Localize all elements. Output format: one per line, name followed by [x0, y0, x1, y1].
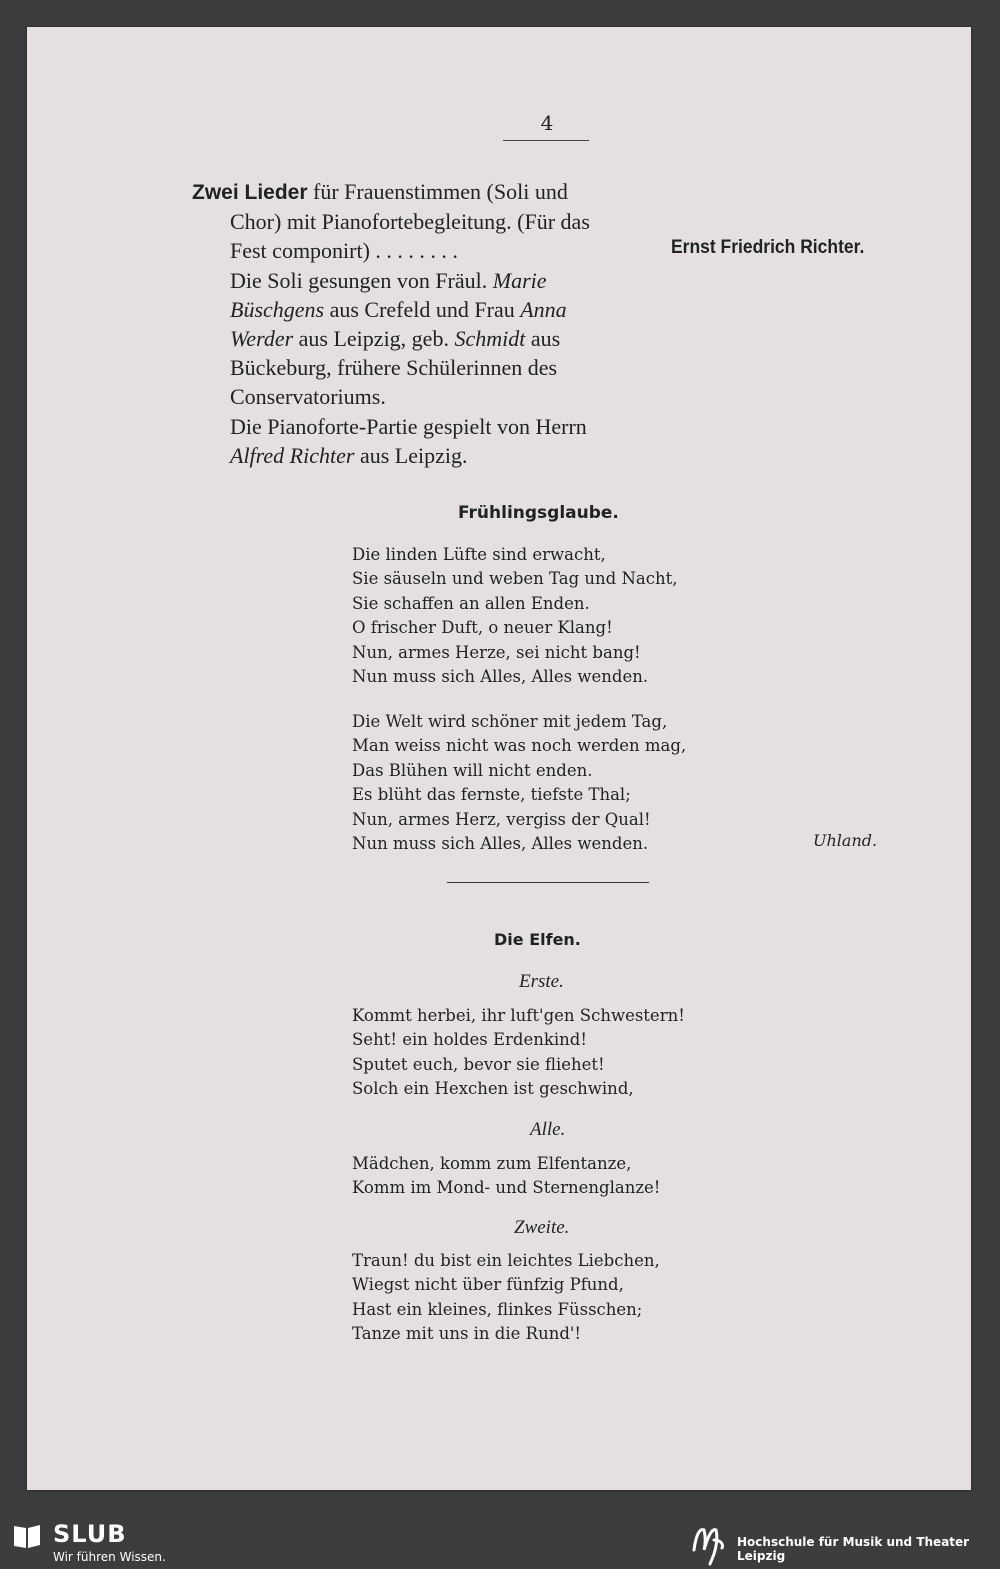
poem-line: Sputet euch, bevor sie fliehet! — [352, 1054, 605, 1074]
footer-bar — [0, 1518, 1000, 1569]
poem-author: Uhland. — [813, 831, 878, 850]
poem-line: Traun! du bist ein leichtes Liebchen, — [352, 1251, 660, 1270]
section-divider — [447, 882, 649, 883]
poem-line: Nun, armes Herze, sei nicht bang! — [352, 642, 641, 662]
poem1-stanza2 — [352, 710, 686, 856]
voice-label-alle: Alle. — [530, 1119, 566, 1140]
soli-note: Die Soli gesungen von Fräul. Marie Büschgens aus Crefeld und Frau Anna Werder aus Leipzig, geb. Schmidt aus Bückeburg, frühere Schülerinnen des Conservatoriums. — [230, 267, 567, 410]
poem2-stanza2 — [352, 1152, 660, 1201]
poem2-stanza1 — [352, 1004, 685, 1102]
page-number-rule — [503, 140, 589, 141]
poem-line: Sie schaffen an allen Enden. — [352, 593, 590, 613]
slub-logo-icon[interactable] — [12, 1522, 42, 1550]
voice-label-zweite: Zweite. — [514, 1217, 570, 1238]
poem-line: Das Blühen will nicht enden. — [352, 760, 593, 780]
hmt-name[interactable]: Hochschule für Musik und Theater Leipzig — [737, 1535, 970, 1563]
poem1-stanza1 — [352, 543, 678, 689]
page-number: 4 — [540, 111, 554, 135]
poem-line: Mädchen, komm zum Elfentanze, — [352, 1154, 632, 1173]
poem-line: Tanze mit uns in die Rund'! — [352, 1324, 582, 1344]
poem-line: Die linden Lüfte sind erwacht, — [352, 545, 606, 564]
poem-title-fruehlingsglaube: Frühlingsglaube. — [458, 503, 619, 523]
poem-line: Solch ein Hexchen ist geschwind, — [352, 1079, 634, 1099]
voice-label-erste: Erste. — [519, 971, 564, 992]
poem-line: Hast ein kleines, flinkes Füsschen; — [352, 1299, 643, 1319]
program-entry: Zwei Lieder für Frauenstimmen (Soli und Chor) mit Pianofortebegleitung. (Für das Fest componirt) . . . . . . . . Die Soli gesungen von Fräul. Marie Büschgens aus Crefeld und Frau Anna Werder aus Leipzig, geb. Schmidt aus Bückeburg, frühere Schülerinnen des Conservatoriums. Die Pianoforte-Partie gespielt von Herrn Alfred Richter aus Leipzig. — [192, 177, 652, 470]
poem-line: Die Welt wird schöner mit jedem Tag, — [352, 712, 668, 731]
poem-line: Es blüht das fernste, tiefste Thal; — [352, 785, 631, 805]
document-page — [27, 27, 971, 1490]
poem-line: Kommt herbei, ihr luft'gen Schwestern! — [352, 1006, 685, 1025]
entry-title: Zwei Lieder — [192, 181, 308, 204]
poem2-stanza3 — [352, 1249, 660, 1347]
slub-name[interactable]: SLUB — [53, 1520, 127, 1548]
piano-note: Die Pianoforte-Partie gespielt von Herrn Alfred Richter aus Leipzig. — [230, 413, 587, 468]
poem-line: Seht! ein holdes Erdenkind! — [352, 1030, 587, 1050]
poem-line: Wiegst nicht über fünfzig Pfund, — [352, 1275, 624, 1295]
poem-line: Nun muss sich Alles, Alles wenden. — [352, 667, 649, 687]
poem-line: Nun, armes Herz, vergiss der Qual! — [352, 809, 651, 829]
poem-line: Sie säuseln und weben Tag und Nacht, — [352, 569, 678, 589]
poem-line: O frischer Duft, o neuer Klang! — [352, 618, 613, 638]
slub-tagline: Wir führen Wissen. — [53, 1550, 166, 1564]
poem-title-die-elfen: Die Elfen. — [494, 930, 581, 949]
poem-line: Nun muss sich Alles, Alles wenden. — [352, 834, 649, 854]
poem-line: Man weiss nicht was noch werden mag, — [352, 736, 687, 756]
composer-name: Ernst Friedrich Richter. — [671, 237, 865, 258]
poem-line: Komm im Mond- und Sternenglanze! — [352, 1178, 661, 1198]
hmt-logo-icon[interactable] — [690, 1520, 726, 1566]
